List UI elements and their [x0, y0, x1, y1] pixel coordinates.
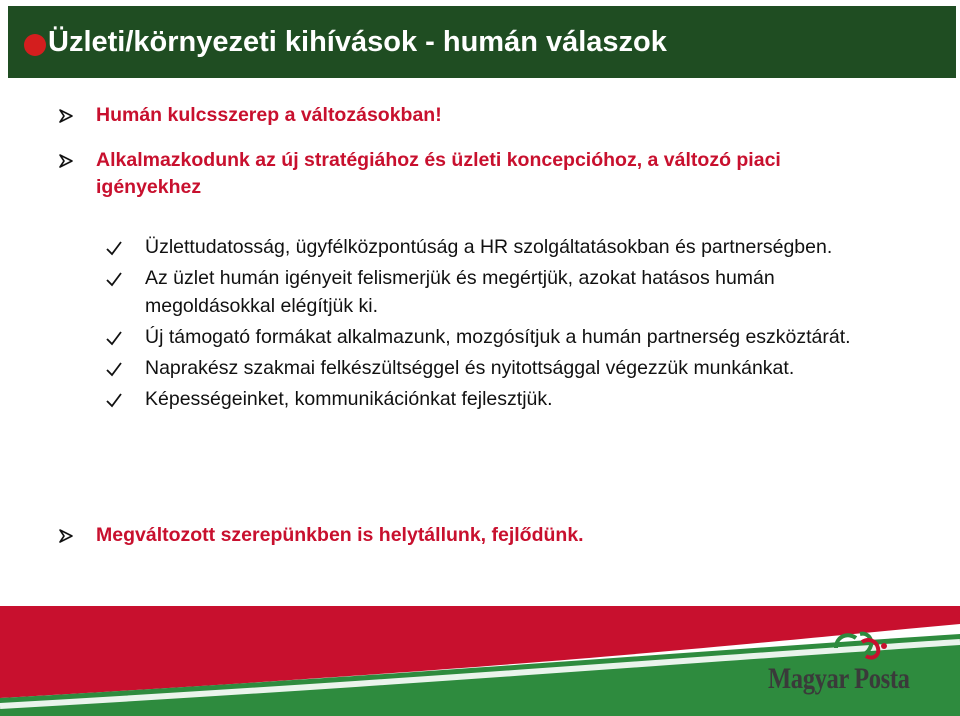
closing-text: Megváltozott szerepünkben is helytállunk, fejlődünk. — [96, 524, 584, 546]
check-text-1: Üzlettudatosság, ügyfélközpontúság a HR szolgáltatásokban és partnerségben. — [145, 236, 833, 258]
check-text-4: Naprakész szakmai felkészültséggel és nyitottsággal végezzük munkánkat. — [145, 357, 795, 379]
arrow-bullet-icon — [58, 528, 74, 544]
check-text-2: Az üzlet humán igényeit felismerjük és megértjük, azokat hatásos humán megoldásokkal elégítjük ki. — [145, 267, 775, 317]
bullet-item-1 — [96, 102, 876, 129]
check-item-1 — [145, 233, 905, 261]
arrow-bullet-icon — [58, 108, 74, 124]
check-item-5 — [145, 385, 905, 413]
check-item-4 — [145, 354, 905, 382]
bullet-text-2: Alkalmazkodunk az új stratégiához és üzleti koncepcióhoz, a változó piaci igényekhez — [96, 149, 781, 198]
posthorn-logo-icon — [832, 628, 888, 662]
bullet-text-1: Humán kulcsszerep a változásokban! — [96, 104, 442, 126]
bullet-item-2 — [96, 147, 886, 201]
checkmark-icon — [105, 361, 123, 377]
checkmark-icon — [105, 240, 123, 256]
arrow-bullet-icon — [58, 153, 74, 169]
check-item-2 — [145, 264, 905, 320]
check-text-5: Képességeinket, kommunikációnkat fejlesztjük. — [145, 388, 553, 410]
checkmark-icon — [105, 330, 123, 346]
checkmark-icon — [105, 392, 123, 408]
check-list — [145, 233, 905, 416]
magyar-posta-logo — [760, 622, 950, 716]
check-text-3: Új támogató formákat alkalmazunk, mozgósítjuk a humán partnerség eszköztárát. — [145, 326, 851, 348]
closing-bullet — [96, 522, 876, 549]
logo-text: Magyar Posta — [768, 662, 910, 695]
slide-title: Üzleti/környezeti kihívások - humán válaszok — [48, 26, 667, 58]
check-item-3 — [145, 323, 905, 351]
checkmark-icon — [105, 271, 123, 287]
